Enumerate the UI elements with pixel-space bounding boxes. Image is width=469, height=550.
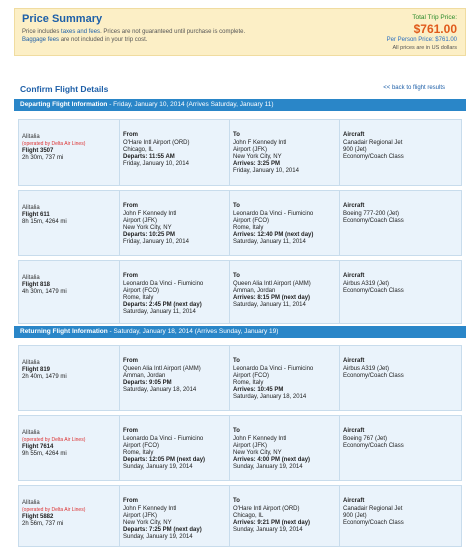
- aircraft-heading: Aircraft: [343, 358, 365, 364]
- airline-name: Alitalia: [22, 134, 40, 140]
- to-cell: [229, 486, 339, 546]
- returning-section-header: [14, 326, 466, 338]
- flight-duration: 2h 56m, 737 mi: [22, 521, 64, 527]
- from-cell: [119, 486, 229, 546]
- to-cell: [229, 346, 339, 410]
- price-note-prefix: Price includes: [22, 29, 62, 35]
- flight-row: [18, 415, 462, 481]
- to-airport: Leonardo Da Vinci - Fiumicino: [233, 366, 314, 372]
- price-note: [22, 29, 245, 35]
- aircraft-type: Canadair Regional Jet: [343, 506, 403, 512]
- flight-number: Flight 818: [22, 282, 51, 288]
- confirm-title: Confirm Flight Details: [20, 84, 109, 94]
- airline-cell: [19, 416, 119, 480]
- from-heading: From: [123, 203, 138, 209]
- total-price-value: $761.00: [413, 22, 457, 36]
- returning-heading: Returning Flight Information: [20, 328, 108, 335]
- from-airport: John F Kennedy Intl: [123, 506, 177, 512]
- cabin-class: Economy/Coach Class: [343, 443, 404, 449]
- to-heading: To: [233, 273, 240, 279]
- currency-note: All prices are in US dollars: [392, 45, 457, 51]
- to-airport-code: Airport (FCO): [233, 373, 269, 379]
- from-city: Chicago, IL: [123, 147, 154, 153]
- from-cell: [119, 191, 229, 255]
- flight-duration: 9h 55m, 4264 mi: [22, 451, 67, 457]
- from-airport-code: Airport (FCO): [123, 443, 159, 449]
- airline-cell: [19, 191, 119, 255]
- from-city: Amman, Jordan: [123, 373, 166, 379]
- to-heading: To: [233, 203, 240, 209]
- flight-number: Flight 7614: [22, 444, 54, 450]
- airline-name: Alitalia: [22, 275, 40, 281]
- aircraft-type: Boeing 767 (Jet): [343, 436, 388, 442]
- aircraft-type-cont: 900 (Jet): [343, 147, 367, 153]
- from-heading: From: [123, 273, 138, 279]
- flight-row: [18, 485, 462, 547]
- airline-cell: [19, 486, 119, 546]
- to-city: Chicago, IL: [233, 513, 264, 519]
- aircraft-type-cont: 900 (Jet): [343, 513, 367, 519]
- flight-row: [18, 260, 462, 324]
- total-price-label: Total Trip Price:: [412, 14, 457, 21]
- from-airport-code: Airport (JFK): [123, 513, 158, 519]
- from-cell: [119, 261, 229, 323]
- flight-number: Flight 611: [22, 212, 50, 218]
- to-city: Rome, Italy: [233, 225, 264, 231]
- aircraft-heading: Aircraft: [343, 132, 365, 138]
- airline-name: Alitalia: [22, 360, 40, 366]
- arrival-time: Arrives: 4:00 PM (next day): [233, 457, 311, 463]
- to-airport: O'Hare Intl Airport (ORD): [233, 506, 300, 512]
- arrival-date: Friday, January 10, 2014: [233, 168, 299, 174]
- departing-heading: Departing Flight Information: [20, 101, 108, 108]
- airline-name: Alitalia: [22, 500, 40, 506]
- operated-by: (operated by Delta Air Lines): [22, 437, 86, 443]
- operated-by: (operated by Delta Air Lines): [22, 141, 86, 147]
- to-city: New York City, NY: [233, 450, 282, 456]
- aircraft-cell: [339, 486, 463, 546]
- flight-number: Flight 3507: [22, 148, 54, 154]
- airline-name: Alitalia: [22, 430, 40, 436]
- from-airport: Queen Alia Intl Airport (AMM): [123, 366, 201, 372]
- taxes-fees-link[interactable]: taxes and fees: [61, 29, 101, 35]
- from-city: Rome, Italy: [123, 450, 154, 456]
- from-airport: Leonardo Da Vinci - Fiumicino: [123, 281, 204, 287]
- returning-date: - Saturday, January 18, 2014 (Arrives Sunday, January 19): [107, 328, 279, 335]
- price-note-suffix: . Prices are not guaranteed until purchase is complete.: [100, 29, 246, 35]
- aircraft-cell: [339, 261, 463, 323]
- to-airport-code: Airport (JFK): [233, 443, 268, 449]
- departure-date: Friday, January 10, 2014: [123, 161, 189, 167]
- from-heading: From: [123, 428, 138, 434]
- to-heading: To: [233, 428, 240, 434]
- departure-date: Sunday, January 19, 2014: [123, 534, 193, 540]
- airline-name: Alitalia: [22, 205, 40, 211]
- operated-by: (operated by Delta Air Lines): [22, 507, 86, 513]
- per-person-price: Per Person Price: $761.00: [386, 37, 457, 43]
- airline-cell: [19, 261, 119, 323]
- aircraft-cell: [339, 346, 463, 410]
- from-heading: From: [123, 358, 138, 364]
- to-heading: To: [233, 498, 240, 504]
- aircraft-heading: Aircraft: [343, 273, 365, 279]
- departure-time: Departs: 9:05 PM: [123, 380, 172, 386]
- to-cell: [229, 120, 339, 185]
- cabin-class: Economy/Coach Class: [343, 154, 404, 160]
- departure-time: Departs: 11:55 AM: [123, 154, 175, 160]
- flight-number: Flight 819: [22, 367, 51, 373]
- from-city: New York City, NY: [123, 225, 172, 231]
- departure-time: Departs: 10:25 PM: [123, 232, 176, 238]
- to-cell: [229, 261, 339, 323]
- to-airport: Leonardo Da Vinci - Fiumicino: [233, 211, 314, 217]
- arrival-date: Sunday, January 19, 2014: [233, 464, 303, 470]
- aircraft-cell: [339, 416, 463, 480]
- arrival-time: Arrives: 8:15 PM (next day): [233, 295, 311, 301]
- price-summary-title: Price Summary: [22, 13, 103, 25]
- aircraft-type: Airbus A319 (Jet): [343, 281, 390, 287]
- aircraft-type: Airbus A319 (Jet): [343, 366, 390, 372]
- aircraft-cell: [339, 120, 463, 185]
- to-airport-code: Airport (FCO): [233, 218, 269, 224]
- flight-row: [18, 119, 462, 186]
- arrival-time: Arrives: 12:40 PM (next day): [233, 232, 314, 238]
- arrival-time: Arrives: 10:45 PM: [233, 387, 284, 393]
- to-city: Amman, Jordan: [233, 288, 276, 294]
- aircraft-heading: Aircraft: [343, 203, 365, 209]
- arrival-date: Sunday, January 19, 2014: [233, 527, 303, 533]
- aircraft-heading: Aircraft: [343, 498, 365, 504]
- departure-time: Departs: 2:45 PM (next day): [123, 302, 202, 308]
- airline-cell: [19, 120, 119, 185]
- baggage-fees-link[interactable]: Baggage fees: [22, 37, 60, 43]
- departure-time: Departs: 12:05 PM (next day): [123, 457, 206, 463]
- flight-duration: 4h 30m, 1479 mi: [22, 289, 67, 295]
- flight-duration: 8h 15m, 4264 mi: [22, 219, 67, 225]
- cabin-class: Economy/Coach Class: [343, 373, 404, 379]
- arrival-time: Arrives: 9:21 PM (next day): [233, 520, 311, 526]
- to-airport: John F Kennedy Intl: [233, 436, 287, 442]
- flight-row: [18, 190, 462, 256]
- from-airport-code: Airport (JFK): [123, 218, 158, 224]
- from-city: New York City, NY: [123, 520, 172, 526]
- to-cell: [229, 191, 339, 255]
- airline-cell: [19, 346, 119, 410]
- departure-time: Departs: 7:25 PM (next day): [123, 527, 202, 533]
- aircraft-type: Canadair Regional Jet: [343, 140, 403, 146]
- aircraft-heading: Aircraft: [343, 428, 365, 434]
- flight-number: Flight 5882: [22, 514, 54, 520]
- cabin-class: Economy/Coach Class: [343, 288, 404, 294]
- arrival-date: Saturday, January 11, 2014: [233, 302, 306, 308]
- from-airport: Leonardo Da Vinci - Fiumicino: [123, 436, 204, 442]
- baggage-note-suffix: are not included in your trip cost.: [59, 37, 148, 43]
- departing-date: - Friday, January 10, 2014 (Arrives Saturday, January 11): [107, 101, 274, 108]
- price-summary-panel: [14, 8, 466, 56]
- arrival-date: Saturday, January 11, 2014: [233, 239, 306, 245]
- arrival-time: Arrives: 3:25 PM: [233, 161, 281, 167]
- from-heading: From: [123, 498, 138, 504]
- from-cell: [119, 346, 229, 410]
- cabin-class: Economy/Coach Class: [343, 520, 404, 526]
- departure-date: Friday, January 10, 2014: [123, 239, 189, 245]
- from-airport: John F Kennedy Intl: [123, 211, 177, 217]
- to-heading: To: [233, 358, 240, 364]
- departure-date: Saturday, January 11, 2014: [123, 309, 196, 315]
- cabin-class: Economy/Coach Class: [343, 218, 404, 224]
- baggage-note: [22, 37, 147, 43]
- from-cell: [119, 120, 229, 185]
- departing-section-header: [14, 99, 466, 111]
- to-airport: John F Kennedy Intl: [233, 140, 287, 146]
- from-airport-code: Airport (FCO): [123, 288, 159, 294]
- to-airport-code: Airport (JFK): [233, 147, 268, 153]
- aircraft-cell: [339, 191, 463, 255]
- to-airport: Queen Alia Intl Airport (AMM): [233, 281, 311, 287]
- from-heading: From: [123, 132, 138, 138]
- from-city: Rome, Italy: [123, 295, 154, 301]
- aircraft-type: Boeing 777-200 (Jet): [343, 211, 400, 217]
- from-cell: [119, 416, 229, 480]
- from-airport: O'Hare Intl Airport (ORD): [123, 140, 190, 146]
- to-cell: [229, 416, 339, 480]
- departure-date: Saturday, January 18, 2014: [123, 387, 197, 393]
- to-city: Rome, Italy: [233, 380, 264, 386]
- departure-date: Sunday, January 19, 2014: [123, 464, 193, 470]
- back-to-results-link[interactable]: << back to flight results: [383, 85, 445, 91]
- arrival-date: Saturday, January 18, 2014: [233, 394, 307, 400]
- to-city: New York City, NY: [233, 154, 282, 160]
- flight-row: [18, 345, 462, 411]
- to-heading: To: [233, 132, 240, 138]
- flight-duration: 2h 40m, 1479 mi: [22, 374, 67, 380]
- flight-duration: 2h 30m, 737 mi: [22, 155, 64, 161]
